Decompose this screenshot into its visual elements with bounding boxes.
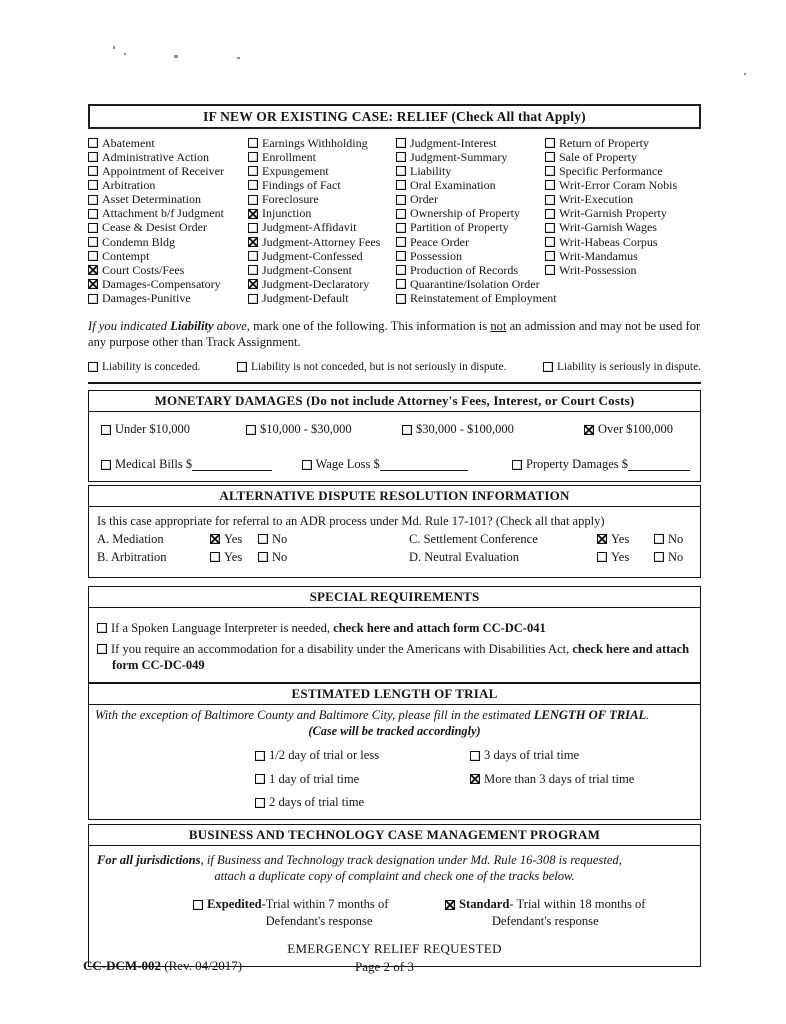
relief-option xyxy=(88,263,248,277)
relief-option xyxy=(545,178,701,192)
checkbox[interactable] xyxy=(302,460,312,470)
relief-column-2 xyxy=(248,136,396,306)
relief-option xyxy=(88,249,248,263)
checkbox[interactable] xyxy=(445,900,455,910)
trial-options-left xyxy=(255,748,470,810)
checkbox[interactable] xyxy=(545,223,555,233)
checkbox[interactable] xyxy=(88,166,98,176)
adr-row xyxy=(97,550,694,565)
relief-option-label: Judgment-Attorney Fees xyxy=(262,234,381,249)
checkbox[interactable] xyxy=(248,152,258,162)
biztech-intro-rest: , if Business and Technology track designation under Md. Rule 16-308 is requested, xyxy=(200,853,622,868)
checkbox[interactable] xyxy=(88,180,98,190)
damage-range-row xyxy=(101,423,690,437)
adr-section xyxy=(88,485,701,578)
liability-note-seg: If you indicated xyxy=(88,318,171,333)
relief-column-4 xyxy=(545,136,701,306)
checkbox[interactable] xyxy=(248,265,258,275)
relief-option xyxy=(248,136,396,150)
trial-option xyxy=(470,772,634,787)
relief-option xyxy=(545,150,701,164)
checkbox[interactable] xyxy=(248,166,258,176)
relief-option-label: Foreclosure xyxy=(262,192,319,207)
relief-option xyxy=(248,221,396,235)
relief-option-label: Peace Order xyxy=(410,234,469,249)
checkbox[interactable] xyxy=(88,251,98,261)
biztech-option-expedited xyxy=(193,897,445,929)
trial-length-section xyxy=(88,683,701,821)
trial-subtitle: (Case will be tracked accordingly) xyxy=(308,724,481,739)
relief-option-label: Writ-Garnish Property xyxy=(559,206,667,221)
relief-option-label: Court Costs/Fees xyxy=(102,262,185,277)
trial-length-title: ESTIMATED LENGTH OF TRIAL xyxy=(89,683,700,705)
adr-option-label: C. Settlement Conference xyxy=(409,531,538,546)
relief-column-3 xyxy=(396,135,557,306)
relief-option xyxy=(396,291,557,306)
checkbox[interactable] xyxy=(210,552,220,562)
monetary-damages-body xyxy=(89,412,700,481)
relief-option xyxy=(248,263,396,277)
checkbox[interactable] xyxy=(597,552,607,562)
damage-fill-option xyxy=(101,458,302,472)
checkbox[interactable] xyxy=(258,552,268,562)
damage-range-label: $10,000 - $30,000 xyxy=(260,422,352,437)
liability-note-seg: not xyxy=(490,318,507,333)
checkbox[interactable] xyxy=(255,774,265,784)
checkbox[interactable] xyxy=(255,798,265,808)
relief-option-label: Enrollment xyxy=(262,149,316,164)
biztech-option-standard xyxy=(445,897,646,929)
no-label: No xyxy=(668,549,684,564)
checkbox[interactable] xyxy=(543,362,553,372)
biztech-section xyxy=(88,824,701,967)
special-requirements-title: SPECIAL REQUIREMENTS xyxy=(89,587,700,608)
checkbox[interactable] xyxy=(470,751,480,761)
form-number: CC-DCM-002 xyxy=(83,958,161,973)
liability-note-seg: an admission and may not be used for any purpose other than Track Assignment. xyxy=(88,318,701,350)
checkbox[interactable] xyxy=(97,644,107,654)
relief-option-label: Possession xyxy=(410,248,463,263)
adr-yes-cell xyxy=(210,532,258,547)
special-requirement-text: If a Spoken Language Interpreter is needed, xyxy=(111,620,334,635)
trial-option xyxy=(255,772,470,787)
form-revision: (Rev. 04/2017) xyxy=(160,958,243,973)
checkbox[interactable] xyxy=(88,279,98,289)
yes-label: Yes xyxy=(611,531,630,546)
damage-range-label: Under $10,000 xyxy=(115,422,190,437)
adr-yes-cell xyxy=(597,532,654,547)
checkbox[interactable] xyxy=(88,209,98,219)
checkbox[interactable] xyxy=(88,195,98,205)
relief-option xyxy=(396,235,545,249)
checkbox[interactable] xyxy=(88,237,98,247)
relief-option-label: Judgment-Interest xyxy=(410,135,497,150)
checkbox[interactable] xyxy=(396,209,406,219)
scan-speck xyxy=(124,53,126,55)
relief-option xyxy=(248,292,396,306)
adr-yes-cell xyxy=(210,550,258,565)
checkbox[interactable] xyxy=(88,362,98,372)
damage-range-label: $30,000 - $100,000 xyxy=(416,422,514,437)
relief-option-label: Abatement xyxy=(102,135,155,150)
checkbox[interactable] xyxy=(396,152,406,162)
damage-range-option xyxy=(246,423,402,437)
relief-option xyxy=(248,277,396,291)
adr-row xyxy=(97,532,694,547)
damage-range-option xyxy=(101,423,246,437)
special-requirements-section xyxy=(88,586,701,683)
checkbox[interactable] xyxy=(396,166,406,176)
relief-option-label: Judgment-Confessed xyxy=(262,248,363,263)
checkbox[interactable] xyxy=(545,265,555,275)
checkbox[interactable] xyxy=(258,534,268,544)
yes-label: Yes xyxy=(611,549,630,564)
liability-option xyxy=(543,361,701,373)
relief-option-label: Writ-Possession xyxy=(559,262,637,277)
relief-option-label: Production of Records xyxy=(410,262,518,277)
property-damages-amount-field[interactable] xyxy=(628,459,690,471)
trial-intro-bold: LENGTH OF TRIAL xyxy=(533,707,647,722)
no-label: No xyxy=(272,531,288,546)
special-requirement-option xyxy=(97,641,690,673)
biztech-intro-line1 xyxy=(97,852,692,868)
biztech-option-rest: - Trial within 18 months of xyxy=(509,897,646,912)
scan-speck xyxy=(174,55,178,58)
checkbox[interactable] xyxy=(396,237,406,247)
checkbox[interactable] xyxy=(255,751,265,761)
checkbox[interactable] xyxy=(101,425,111,435)
form-number-footer xyxy=(83,958,242,974)
special-requirements-body xyxy=(89,608,700,682)
checkbox[interactable] xyxy=(237,362,247,372)
damage-fill-label: Medical Bills $ xyxy=(115,457,193,472)
adr-option-label: A. Mediation xyxy=(97,531,164,546)
relief-option-label: Sale of Property xyxy=(559,149,637,164)
relief-option xyxy=(545,207,701,221)
relief-option xyxy=(396,221,545,235)
checkbox[interactable] xyxy=(396,251,406,261)
biztech-options xyxy=(97,897,692,929)
relief-option-label: Expungement xyxy=(262,163,329,178)
trial-option xyxy=(255,795,470,810)
liability-option xyxy=(88,361,200,373)
checkbox[interactable] xyxy=(396,180,406,190)
liability-options-row xyxy=(88,361,701,373)
relief-option-label: Oral Examination xyxy=(410,178,496,192)
relief-option xyxy=(88,207,248,221)
yes-label: Yes xyxy=(224,549,243,564)
relief-option xyxy=(88,277,248,291)
relief-option xyxy=(396,136,545,150)
relief-option xyxy=(545,249,701,263)
checkbox[interactable] xyxy=(248,180,258,190)
checkbox[interactable] xyxy=(396,195,406,205)
trial-intro-text: With the exception of Baltimore County and Baltimore City, please fill in the estimated xyxy=(95,707,534,722)
biztech-option-line2: Defendant's response xyxy=(491,914,599,929)
special-requirement-option xyxy=(97,620,690,636)
relief-checkbox-grid xyxy=(88,136,701,306)
relief-option-label: Return of Property xyxy=(559,135,649,150)
trial-option-label: 2 days of trial time xyxy=(269,795,365,810)
relief-option-label: Damages-Punitive xyxy=(102,291,191,306)
checkbox[interactable] xyxy=(545,138,555,148)
relief-option-label: Writ-Mandamus xyxy=(559,248,638,263)
trial-option xyxy=(470,748,634,763)
checkbox[interactable] xyxy=(545,152,555,162)
adr-option-label: D. Neutral Evaluation xyxy=(409,549,520,564)
relief-option-label: Findings of Fact xyxy=(262,178,341,192)
relief-option-label: Judgment-Declaratory xyxy=(262,276,370,291)
relief-option xyxy=(88,292,248,306)
adr-title: ALTERNATIVE DISPUTE RESOLUTION INFORMATION xyxy=(89,486,700,507)
damage-range-label: Over $100,000 xyxy=(598,422,673,437)
wage-loss-amount-field[interactable] xyxy=(380,459,468,471)
scan-speck xyxy=(744,73,746,75)
liability-note-seg: Liability xyxy=(170,318,214,333)
relief-option xyxy=(396,193,545,207)
special-requirement-bold: check here and attach form CC-DC-041 xyxy=(333,620,546,635)
adr-option-label: B. Arbitration xyxy=(97,549,167,564)
adr-body xyxy=(89,507,700,577)
trial-intro-end: . xyxy=(646,707,650,722)
checkbox[interactable] xyxy=(88,152,98,162)
liability-option-label: Liability is conceded. xyxy=(102,360,201,373)
checkbox[interactable] xyxy=(210,534,220,544)
relief-option xyxy=(88,150,248,164)
checkbox[interactable] xyxy=(470,774,480,784)
relief-option-label: Cease & Desist Order xyxy=(102,220,207,235)
relief-option-label: Attachment b/f Judgment xyxy=(102,206,224,221)
checkbox[interactable] xyxy=(88,223,98,233)
damage-range-option xyxy=(584,423,673,437)
adr-yes-cell xyxy=(597,550,654,565)
damage-fill-option xyxy=(512,458,690,472)
relief-option-label: Specific Performance xyxy=(559,163,663,178)
relief-option-label: Judgment-Affidavit xyxy=(262,220,357,235)
checkbox[interactable] xyxy=(545,209,555,219)
checkbox[interactable] xyxy=(248,223,258,233)
relief-option xyxy=(396,277,545,291)
trial-length-body xyxy=(89,705,700,820)
relief-option xyxy=(545,136,701,150)
checkbox[interactable] xyxy=(88,138,98,148)
damage-range-option xyxy=(402,423,584,437)
relief-option xyxy=(545,263,701,277)
liability-note-seg: above xyxy=(213,318,247,333)
form-content xyxy=(88,104,701,967)
biztech-title: BUSINESS AND TECHNOLOGY CASE MANAGEMENT PROGRAM xyxy=(89,825,700,846)
checkbox[interactable] xyxy=(545,166,555,176)
page-number-footer: Page 2 of 3 xyxy=(355,959,414,974)
biztech-option-line1 xyxy=(445,897,646,912)
adr-no-cell xyxy=(654,532,683,547)
checkbox[interactable] xyxy=(545,251,555,261)
relief-option xyxy=(248,193,396,207)
liability-option-label: Liability is not conceded, but is not seriously in dispute. xyxy=(251,360,507,373)
checkbox[interactable] xyxy=(396,265,406,275)
no-label: No xyxy=(668,531,684,546)
relief-option xyxy=(545,193,701,207)
checkbox[interactable] xyxy=(512,460,522,470)
checkbox[interactable] xyxy=(545,180,555,190)
relief-option xyxy=(248,235,396,249)
relief-option-label: Judgment-Default xyxy=(262,291,349,306)
trial-options xyxy=(95,748,694,810)
liability-note-seg: , mark one of the following. This information is xyxy=(246,318,491,333)
monetary-damages-title: MONETARY DAMAGES (Do not include Attorney's Fees, Interest, or Court Costs) xyxy=(89,391,700,412)
checkbox[interactable] xyxy=(248,294,258,304)
checkbox[interactable] xyxy=(396,223,406,233)
trial-options-right xyxy=(470,748,634,810)
checkbox[interactable] xyxy=(248,195,258,205)
liability-instructions xyxy=(88,318,701,351)
biztech-option-line1 xyxy=(193,897,445,912)
relief-option-label: Administrative Action xyxy=(102,149,209,164)
relief-option-label: Contempt xyxy=(102,248,150,263)
relief-option xyxy=(88,136,248,150)
checkbox[interactable] xyxy=(101,460,111,470)
relief-section-title: IF NEW OR EXISTING CASE: RELIEF (Check All that Apply) xyxy=(88,104,701,129)
relief-option-label: Injunction xyxy=(262,206,312,221)
relief-option xyxy=(248,164,396,178)
liability-option xyxy=(237,361,506,373)
damage-fill-option xyxy=(302,458,512,472)
relief-option-label: Liability xyxy=(410,163,452,178)
checkbox[interactable] xyxy=(597,534,607,544)
checkbox[interactable] xyxy=(88,294,98,304)
checkbox[interactable] xyxy=(402,425,412,435)
trial-option-label: 1/2 day of trial or less xyxy=(269,748,380,763)
relief-option-label: Asset Determination xyxy=(102,192,201,207)
biztech-option-line2: Defendant's response xyxy=(265,914,373,929)
relief-option xyxy=(396,178,545,192)
relief-option-label: Writ-Error Coram Nobis xyxy=(559,178,678,192)
relief-column-1 xyxy=(88,136,248,306)
relief-option-label: Writ-Garnish Wages xyxy=(559,220,657,235)
checkbox[interactable] xyxy=(396,138,406,148)
liability-option-label: Liability is seriously in dispute. xyxy=(557,360,701,373)
checkbox[interactable] xyxy=(584,425,594,435)
relief-option-label: Earnings Withholding xyxy=(262,135,368,150)
relief-option xyxy=(396,164,545,178)
checkbox[interactable] xyxy=(248,138,258,148)
checkbox[interactable] xyxy=(396,279,406,289)
biztech-intro-line2: attach a duplicate copy of complaint and check one of the tracks below. xyxy=(214,869,575,884)
checkbox[interactable] xyxy=(88,265,98,275)
special-requirement-bold: check here and attach form CC-DC-049 xyxy=(112,641,690,672)
biztech-option-bold: Expedited- xyxy=(207,897,266,912)
damage-fill-label: Wage Loss $ xyxy=(315,457,380,472)
relief-option xyxy=(88,193,248,207)
relief-option xyxy=(396,249,545,263)
biztech-option-bold: Standard xyxy=(459,897,510,912)
relief-option xyxy=(396,207,545,221)
adr-question: Is this case appropriate for referral to an ADR process under Md. Rule 17-101? (Check all that apply) xyxy=(97,513,605,528)
checkbox[interactable] xyxy=(545,237,555,247)
adr-no-cell xyxy=(258,550,409,565)
checkbox[interactable] xyxy=(246,425,256,435)
relief-option xyxy=(88,235,248,249)
checkbox[interactable] xyxy=(248,279,258,289)
special-requirement-text: If you require an accommodation for a disability under the Americans with Disabilities Act, xyxy=(111,641,573,656)
checkbox[interactable] xyxy=(654,534,664,544)
scan-speck xyxy=(113,46,115,49)
biztech-body xyxy=(89,846,700,966)
trial-option-label: More than 3 days of trial time xyxy=(484,771,635,786)
biztech-option-rest: Trial within 7 months of xyxy=(265,897,389,912)
relief-option-label: Appointment of Receiver xyxy=(102,163,224,178)
trial-intro xyxy=(95,708,694,724)
relief-option xyxy=(545,235,701,249)
checkbox[interactable] xyxy=(545,195,555,205)
adr-no-cell xyxy=(258,532,409,547)
relief-option-label: Quarantine/Isolation Order xyxy=(410,276,540,291)
relief-option-label: Ownership of Property xyxy=(410,206,520,221)
relief-option xyxy=(88,221,248,235)
relief-option xyxy=(88,178,248,192)
relief-option xyxy=(248,249,396,263)
checkbox[interactable] xyxy=(396,294,406,304)
relief-option xyxy=(545,164,701,178)
yes-label: Yes xyxy=(224,531,243,546)
checkbox[interactable] xyxy=(193,900,203,910)
relief-option xyxy=(545,221,701,235)
checkbox[interactable] xyxy=(248,251,258,261)
relief-option xyxy=(248,178,396,192)
no-label: No xyxy=(272,549,288,564)
relief-option-label: Writ-Execution xyxy=(559,192,634,207)
relief-option-label: Damages-Compensatory xyxy=(102,276,221,291)
trial-option-label: 1 day of trial time xyxy=(269,771,360,786)
relief-option xyxy=(248,207,396,221)
emergency-relief-heading: EMERGENCY RELIEF REQUESTED xyxy=(287,941,502,957)
damage-fill-label: Property Damages $ xyxy=(525,457,628,472)
adr-no-cell xyxy=(654,550,683,565)
relief-option xyxy=(248,150,396,164)
relief-option-label: Reinstatement of Employment xyxy=(410,291,557,306)
relief-option xyxy=(396,150,545,164)
relief-option-label: Arbitration xyxy=(102,178,156,192)
checkbox[interactable] xyxy=(97,623,107,633)
trial-option xyxy=(255,748,470,763)
checkbox[interactable] xyxy=(248,209,258,219)
biztech-intro-bold: For all jurisdictions xyxy=(97,853,201,868)
relief-option-label: Judgment-Summary xyxy=(410,149,508,164)
checkbox[interactable] xyxy=(248,237,258,247)
relief-option-label: Partition of Property xyxy=(410,220,509,235)
relief-option-label: Writ-Habeas Corpus xyxy=(559,234,658,249)
relief-option-label: Order xyxy=(410,192,438,207)
scan-speck xyxy=(237,57,240,59)
monetary-damages-section xyxy=(88,390,701,482)
damage-fill-row xyxy=(101,458,690,472)
relief-option xyxy=(396,263,545,277)
trial-option-label: 3 days of trial time xyxy=(484,748,580,763)
relief-option-label: Condemn Bldg xyxy=(102,234,176,249)
medical-bills-amount-field[interactable] xyxy=(192,459,272,471)
checkbox[interactable] xyxy=(654,552,664,562)
horizontal-rule xyxy=(88,382,701,384)
relief-option xyxy=(88,164,248,178)
relief-option-label: Judgment-Consent xyxy=(262,262,352,277)
